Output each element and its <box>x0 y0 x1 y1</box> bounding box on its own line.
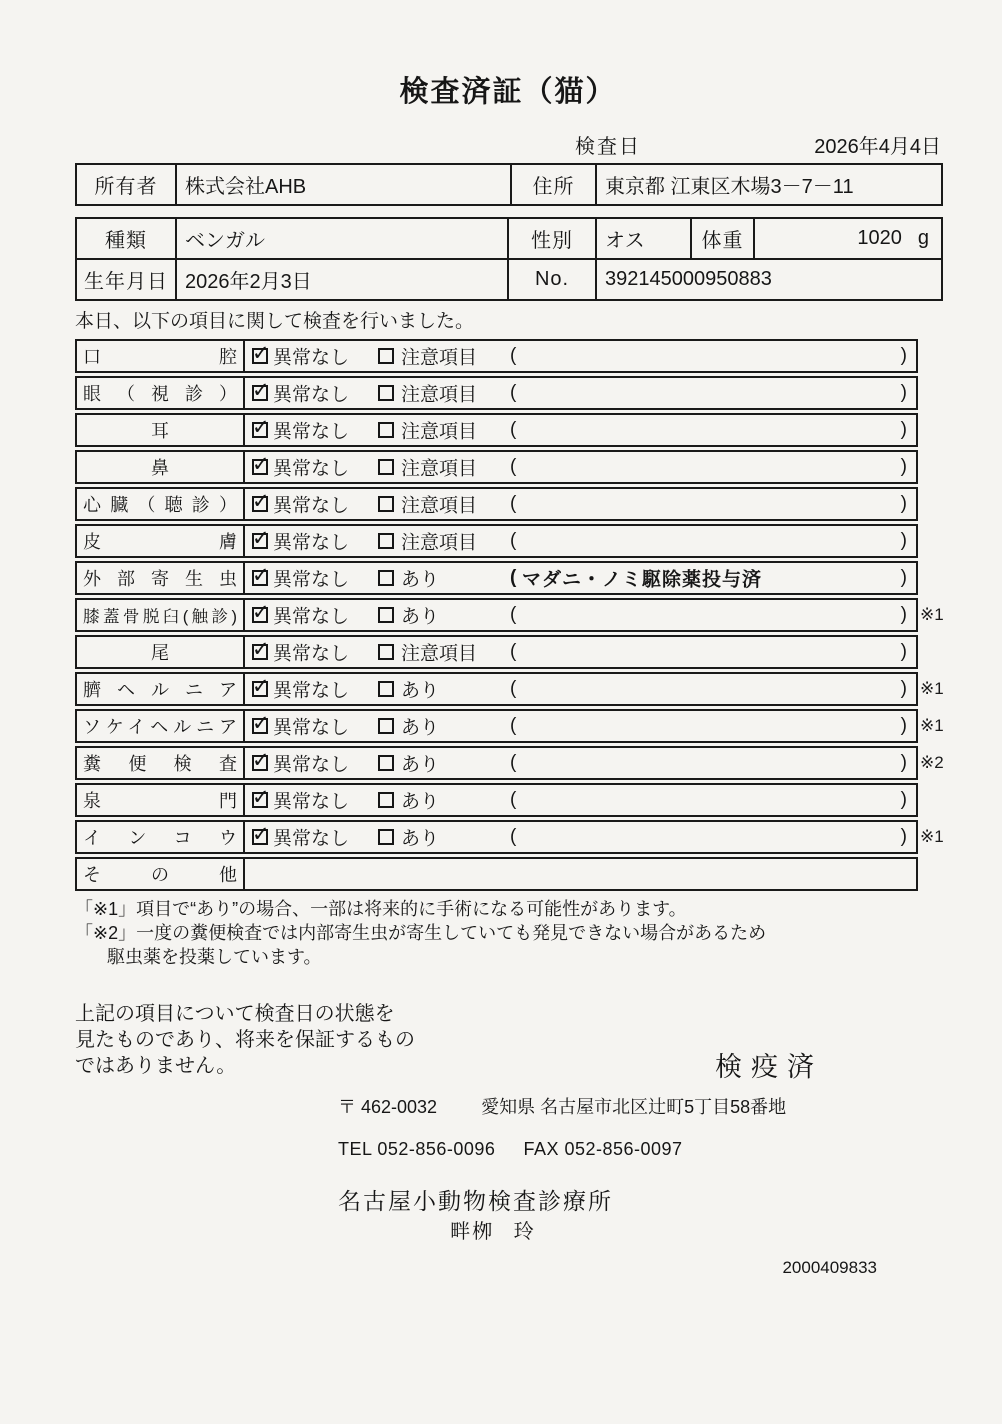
checklist-result-cell <box>245 489 916 519</box>
checklist-row <box>75 450 918 484</box>
veterinarian-name: 畔栁 玲 <box>450 1221 536 1243</box>
option-label: 注意項目 <box>401 347 478 369</box>
note-paren-close: ) <box>900 789 907 810</box>
checklist-row <box>75 376 918 410</box>
no-abnormality-label: 異常なし <box>273 606 350 628</box>
serial-number: 2000409833 <box>782 1258 877 1277</box>
checklist-result-cell <box>245 415 916 445</box>
inspection-date-label: 検査日 <box>575 136 641 158</box>
sex-value: オス <box>596 218 691 259</box>
clinic-phone-line <box>338 1137 941 1161</box>
option-label: 注意項目 <box>401 643 478 665</box>
note-paren-close: ) <box>900 382 907 403</box>
number-label: No. <box>508 259 596 300</box>
footnote-mark: ※1 <box>920 716 944 735</box>
note-paren-open: ( <box>510 345 517 366</box>
checkbox-checked-icon <box>252 385 268 401</box>
option-label: 注意項目 <box>401 458 478 480</box>
checklist-item-cell <box>77 637 245 667</box>
checklist-row <box>75 561 918 595</box>
clinic-name: 名古屋小動物検査診療所 <box>338 1188 613 1214</box>
note-paren-open: ( <box>510 826 517 847</box>
checklist-item-cell <box>77 452 245 482</box>
no-abnormality-label: 異常なし <box>273 458 350 480</box>
checklist-item-label: 口腔 <box>83 347 237 367</box>
checkbox-unchecked-icon <box>378 644 394 660</box>
checklist-item-cell <box>77 489 245 519</box>
sex-label: 性別 <box>508 218 596 259</box>
breed-value: ベンガル <box>176 218 508 259</box>
owner-label: 所有者 <box>76 164 176 205</box>
no-abnormality-label: 異常なし <box>273 643 350 665</box>
option-label: あり <box>401 828 440 850</box>
checklist-row <box>75 857 918 891</box>
checkbox-checked-icon <box>252 422 268 438</box>
note-paren-open: ( <box>510 752 517 773</box>
no-abnormality-label: 異常なし <box>273 421 350 443</box>
checkbox-checked-icon <box>252 792 268 808</box>
checklist-result-cell <box>245 452 916 482</box>
checklist-result-cell <box>245 600 916 630</box>
address-label: 住所 <box>511 164 596 205</box>
no-abnormality-label: 異常なし <box>273 532 350 554</box>
checkbox-checked-icon <box>252 533 268 549</box>
checkbox-checked-icon <box>252 644 268 660</box>
certificate-content <box>75 0 944 1278</box>
checklist-result-cell <box>245 637 916 667</box>
note-paren-open: ( <box>510 567 517 588</box>
checklist-item-label: 耳 <box>151 421 169 441</box>
note-paren-open: ( <box>510 789 517 810</box>
footnotes-block <box>75 897 941 969</box>
option-label: あり <box>401 680 440 702</box>
checklist-item-label: インコウ <box>83 828 237 848</box>
note-paren-close: ) <box>900 715 907 736</box>
checklist-item-cell <box>77 378 245 408</box>
weight-label: 体重 <box>691 218 754 259</box>
checklist-item-label: 眼（視診） <box>83 384 237 404</box>
checklist-item-label: 臍ヘルニア <box>83 680 237 700</box>
note-paren-open: ( <box>510 604 517 625</box>
checklist-item-label: その他 <box>83 865 237 885</box>
checkbox-checked-icon <box>252 681 268 697</box>
no-abnormality-label: 異常なし <box>273 384 350 406</box>
note-paren-open: ( <box>510 530 517 551</box>
option-label: あり <box>401 754 440 776</box>
checklist-row <box>75 709 944 743</box>
checkbox-unchecked-icon <box>378 607 394 623</box>
checklist-item-cell <box>77 600 245 630</box>
checklist-item-label: 尾 <box>151 643 169 663</box>
weight-value-cell <box>754 218 942 259</box>
checklist-item-label: 糞便検査 <box>83 754 237 774</box>
weight-value: 1020 <box>857 227 902 249</box>
checklist-item-cell <box>77 748 245 778</box>
no-abnormality-label: 異常なし <box>273 680 350 702</box>
checklist-row <box>75 339 918 373</box>
certificate-title: 検査済証（猫） <box>399 76 617 108</box>
footnote-mark: ※1 <box>920 679 944 698</box>
no-abnormality-label: 異常なし <box>273 754 350 776</box>
checkbox-checked-icon <box>252 348 268 364</box>
checklist-row <box>75 635 918 669</box>
checklist-item-label: 心臓（聴診） <box>83 495 237 515</box>
note-paren-open: ( <box>510 715 517 736</box>
checklist-table <box>75 339 944 891</box>
note-paren-open: ( <box>510 678 517 699</box>
animal-row-2 <box>76 259 942 300</box>
checklist-row <box>75 524 918 558</box>
footnote-1: 「※1」項目で“あり”の場合、一部は将来的に手術になる可能性があります。 <box>75 899 687 919</box>
option-label: 注意項目 <box>401 532 478 554</box>
note-paren-close: ) <box>900 826 907 847</box>
disclaimer-line-3: ではありません。 <box>75 1055 237 1077</box>
owner-name: 株式会社AHB <box>176 164 511 205</box>
clinic-address: 愛知県 名古屋市北区辻町5丁目58番地 <box>481 1097 787 1117</box>
checklist-result-cell <box>245 822 916 852</box>
checklist-result-cell <box>245 378 916 408</box>
clinic-fax: FAX 052-856-0097 <box>523 1139 683 1159</box>
note-paren-open: ( <box>510 493 517 514</box>
checklist-row <box>75 487 918 521</box>
clinic-block <box>338 1095 941 1245</box>
animal-table <box>75 217 943 301</box>
option-label: あり <box>401 606 440 628</box>
owner-address: 東京都 江東区木場3－7－11 <box>596 164 942 205</box>
note-paren-close: ) <box>900 530 907 551</box>
checkbox-checked-icon <box>252 718 268 734</box>
note-text: マダニ・ノミ駆除薬投与済 <box>522 569 763 591</box>
checkbox-unchecked-icon <box>378 570 394 586</box>
owner-table <box>75 163 943 206</box>
note-paren-close: ) <box>900 604 907 625</box>
note-paren-close: ) <box>900 567 907 588</box>
checkbox-unchecked-icon <box>378 681 394 697</box>
option-label: 注意項目 <box>401 495 478 517</box>
breed-label: 種類 <box>76 218 176 259</box>
note-paren-close: ) <box>900 456 907 477</box>
inspection-date-row <box>75 134 941 160</box>
note-paren-open: ( <box>510 419 517 440</box>
birthdate-value: 2026年2月3日 <box>176 259 508 300</box>
no-abnormality-label: 異常なし <box>273 347 350 369</box>
option-label: 注意項目 <box>401 384 478 406</box>
disclaimer-line-1: 上記の項目について検査日の状態を <box>75 1003 395 1025</box>
checklist-item-label: 皮膚 <box>83 532 237 552</box>
option-label: あり <box>401 569 440 591</box>
checkbox-unchecked-icon <box>378 718 394 734</box>
checkbox-checked-icon <box>252 570 268 586</box>
checklist-item-cell <box>77 563 245 593</box>
note-paren-close: ) <box>900 752 907 773</box>
checkbox-unchecked-icon <box>378 496 394 512</box>
option-label: あり <box>401 717 440 739</box>
note-paren-close: ) <box>900 493 907 514</box>
checklist-row <box>75 746 944 780</box>
no-abnormality-label: 異常なし <box>273 717 350 739</box>
no-abnormality-label: 異常なし <box>273 495 350 517</box>
quarantine-passed-stamp: 検疫済 <box>715 1052 823 1082</box>
checklist-result-cell <box>245 785 916 815</box>
checklist-result-cell <box>245 563 916 593</box>
checklist-row <box>75 598 944 632</box>
checklist-row <box>75 783 918 817</box>
checklist-item-cell <box>77 526 245 556</box>
animal-row-1 <box>76 218 942 259</box>
checklist-result-cell <box>245 748 916 778</box>
checklist-item-label: 泉門 <box>83 791 237 811</box>
checklist-item-label: ソケイヘルニア <box>83 717 237 737</box>
checklist-row <box>75 413 918 447</box>
checkbox-checked-icon <box>252 459 268 475</box>
footnote-mark: ※1 <box>920 827 944 846</box>
checklist-item-cell <box>77 859 245 889</box>
checklist-item-label: 鼻 <box>151 458 169 478</box>
inspection-date-value: 2026年4月4日 <box>814 136 941 158</box>
closing-section <box>75 1001 941 1082</box>
checklist-item-cell <box>77 822 245 852</box>
note-paren-close: ) <box>900 345 907 366</box>
weight-unit: g <box>917 227 929 249</box>
note-paren-open: ( <box>510 641 517 662</box>
checklist-item-label: 膝蓋骨脱臼(触診) <box>83 608 237 626</box>
checkbox-checked-icon <box>252 496 268 512</box>
note-paren-close: ) <box>900 678 907 699</box>
footnote-2-line-1: 「※2」一度の糞便検査では内部寄生虫が寄生していても発見できない場合があるため <box>75 923 767 943</box>
option-label: あり <box>401 791 440 813</box>
footnote-2-line-2: 駆虫薬を投薬しています。 <box>107 947 322 967</box>
checklist-result-cell <box>245 341 916 371</box>
option-label: 注意項目 <box>401 421 478 443</box>
no-abnormality-label: 異常なし <box>273 569 350 591</box>
checkbox-checked-icon <box>252 607 268 623</box>
owner-row <box>76 164 942 205</box>
checklist-item-cell <box>77 341 245 371</box>
footnote-mark: ※1 <box>920 605 944 624</box>
checkbox-unchecked-icon <box>378 348 394 364</box>
microchip-number: 392145000950883 <box>596 259 942 300</box>
clinic-address-line <box>338 1095 941 1119</box>
checklist-item-cell <box>77 415 245 445</box>
checklist-result-cell <box>245 674 916 704</box>
checkbox-unchecked-icon <box>378 385 394 401</box>
clinic-tel: TEL 052-856-0096 <box>338 1139 496 1159</box>
birthdate-label: 生年月日 <box>76 259 176 300</box>
checkbox-checked-icon <box>252 755 268 771</box>
checklist-result-cell <box>245 711 916 741</box>
note-paren-close: ) <box>900 641 907 662</box>
checklist-item-cell <box>77 674 245 704</box>
checkbox-checked-icon <box>252 829 268 845</box>
checkbox-unchecked-icon <box>378 792 394 808</box>
clinic-postal-code: 〒 462-0032 <box>338 1097 438 1117</box>
checklist-result-cell <box>245 859 916 889</box>
checklist-result-cell <box>245 526 916 556</box>
checklist-row <box>75 820 944 854</box>
note-paren-open: ( <box>510 456 517 477</box>
intro-text: 本日、以下の項目に関して検査を行いました。 <box>75 311 475 332</box>
checkbox-unchecked-icon <box>378 459 394 475</box>
no-abnormality-label: 異常なし <box>273 828 350 850</box>
checkbox-unchecked-icon <box>378 829 394 845</box>
note-paren-close: ) <box>900 419 907 440</box>
no-abnormality-label: 異常なし <box>273 791 350 813</box>
checkbox-unchecked-icon <box>378 422 394 438</box>
footnote-mark: ※2 <box>920 753 944 772</box>
checklist-item-label: 外部寄生虫 <box>83 569 237 589</box>
disclaimer-line-2: 見たものであり、将来を保証するもの <box>75 1029 415 1051</box>
checklist-row <box>75 672 944 706</box>
checklist-item-cell <box>77 711 245 741</box>
note-paren-open: ( <box>510 382 517 403</box>
checkbox-unchecked-icon <box>378 755 394 771</box>
checkbox-unchecked-icon <box>378 533 394 549</box>
checklist-item-cell <box>77 785 245 815</box>
